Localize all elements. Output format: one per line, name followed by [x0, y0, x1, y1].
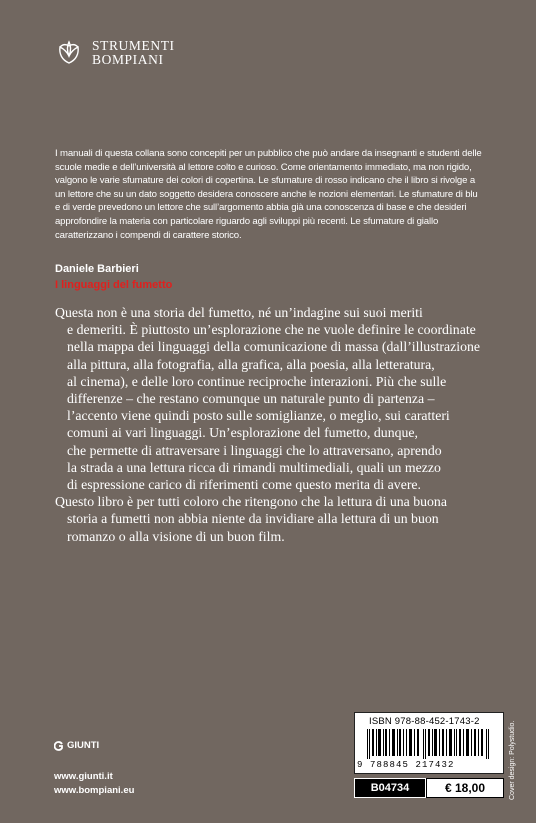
giunti-logo: [54, 740, 99, 751]
book-title: I linguaggi del fumetto: [55, 279, 173, 291]
blurb-line: Questo libro è per tutti coloro che ritengono che la lettura di una buona: [55, 494, 447, 510]
blurb-line: al cinema), e delle loro continue reciproche interazioni. Più che sulle: [67, 373, 447, 389]
blurb-line: Questa non è una storia del fumetto, né un’indagine sui suoi meriti: [55, 305, 423, 320]
giunti-logo-icon: [54, 741, 64, 751]
series-name: [92, 39, 175, 67]
blurb-line: romanzo o alla visione di un buon film.: [67, 528, 285, 544]
barcode-bars: [367, 729, 491, 759]
cover-design-credit: Cover design: Polystudio.: [509, 720, 516, 800]
blurb-line: alla pittura, alla fotografia, alla grafica, alla poesia, alla letteratura,: [67, 356, 435, 372]
blurb-line: nella mappa dei linguaggi della comunicazione di massa (dall’illustrazione: [67, 339, 480, 355]
publisher-name: GIUNTI: [67, 740, 100, 751]
back-cover-blurb: [55, 304, 495, 545]
blurb-line: di espressione carico di riferimenti come questo merita di avere.: [67, 477, 421, 493]
ean-number: 9 788845 217432: [357, 760, 455, 770]
barcode: [354, 712, 504, 774]
isbn-number: ISBN 978-88-452-1743-2: [369, 716, 480, 727]
rose-logo-icon: [54, 38, 84, 68]
series-description: I manuali di questa collana sono concepiti per un pubblico che può andare da insegnanti e studenti delle scuole medie e dell’università al lettore colto e curioso. Come orientamento immediato, ma non rigido, valgono le varie sfumature dei colori di copertina. Le sfumature di rosso indicano che il libro si rivolge a un lettore che su un dato soggetto desidera conoscere anche le nozioni elementari. Le sfumature di blu e di verde prevedono un lettore che sull’argomento abbia già una conoscenza di base e che desideri approfondire la materia con particolare riguardo agli sviluppi più recenti. Le sfumature di giallo caratterizzano i compendi di carattere storico.: [55, 148, 482, 241]
blurb-line: comuni ai vari linguaggi. Un’esplorazione del fumetto, dunque,: [67, 425, 418, 441]
blurb-line: l’accento viene quindi posto sulle somiglianze, o meglio, sui caratteri: [67, 408, 450, 424]
blurb-line: storia a fumetti non abbia niente da invidiare alla lettura di un buon: [67, 511, 439, 527]
blurb-line: la strada a una lettura ricca di rimandi multimediali, quali un mezzo: [67, 459, 441, 475]
price-tag: € 18,00: [426, 778, 504, 798]
series-name-line1: STRUMENTI: [92, 38, 175, 53]
blurb-line: e demeriti. È piuttosto un’esplorazione che ne vuole definire le coordinate: [67, 322, 476, 338]
publisher-logo: [54, 38, 175, 68]
author-name: Daniele Barbieri: [55, 263, 139, 275]
website-link-bompiani[interactable]: www.bompiani.eu: [54, 785, 135, 796]
product-code: B04734: [354, 778, 426, 798]
series-name-line2: BOMPIANI: [92, 52, 164, 67]
blurb-line: differenze – che restano comunque un naturale punto di partenza –: [67, 391, 435, 407]
website-link-giunti[interactable]: www.giunti.it: [54, 771, 113, 782]
blurb-line: che permette di attraversare i linguaggi che lo attraversano, aprendo: [67, 442, 442, 458]
